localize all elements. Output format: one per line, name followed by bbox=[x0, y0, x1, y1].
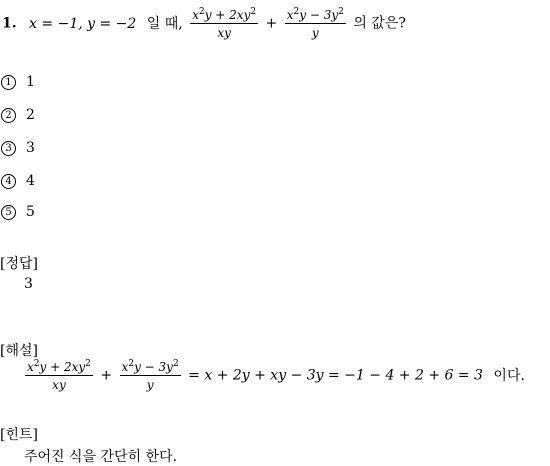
question-plus: + bbox=[265, 15, 278, 32]
choice-value: 2 bbox=[26, 107, 35, 123]
choice-marker: 4 bbox=[1, 174, 16, 189]
question-number: 1. bbox=[2, 15, 17, 32]
question-fraction-2: $\frac{x^2y - 3y^2}{y}$ bbox=[286, 7, 344, 40]
choice-4[interactable] bbox=[1, 173, 35, 189]
choice-marker: 5 bbox=[1, 205, 16, 220]
choice-value: 1 bbox=[26, 74, 35, 90]
question-condition: x = −1, y = −2 bbox=[29, 15, 137, 32]
answer-value: 3 bbox=[24, 276, 33, 292]
choice-marker: 2 bbox=[1, 108, 16, 123]
explanation-plus: + bbox=[100, 367, 113, 384]
choice-1[interactable] bbox=[1, 74, 35, 90]
question-fraction-1: $\frac{x^2y + 2xy^2}{xy}$ bbox=[192, 7, 257, 40]
explanation-fraction-1: $\frac{x^2y + 2xy^2}{xy}$ bbox=[27, 359, 91, 392]
choice-5[interactable] bbox=[1, 204, 35, 220]
choice-value: 4 bbox=[26, 173, 35, 189]
choice-value: 5 bbox=[26, 204, 35, 220]
choice-marker: 3 bbox=[1, 141, 16, 156]
answer-label: [정답] bbox=[0, 256, 38, 272]
hint-label: [힌트] bbox=[0, 427, 38, 443]
choice-value: 3 bbox=[26, 140, 35, 156]
explanation-fraction-2: $\frac{x^2y - 3y^2}{y}$ bbox=[121, 359, 179, 392]
explanation-rest: = x + 2y + xy − 3y = −1 − 4 + 2 + 6 = 3 bbox=[188, 367, 483, 384]
choice-3[interactable] bbox=[1, 140, 35, 156]
explanation-label: [해설] bbox=[0, 343, 38, 359]
explanation-line bbox=[22, 360, 525, 391]
question-line bbox=[2, 8, 406, 39]
choice-marker: 1 bbox=[1, 75, 16, 90]
explanation-suffix: 이다. bbox=[493, 367, 525, 384]
choice-2[interactable] bbox=[1, 107, 35, 123]
hint-text: 주어진 식을 간단히 한다. bbox=[24, 449, 178, 465]
question-condition-suffix: 일 때, bbox=[146, 15, 183, 32]
question-ask: 의 값은? bbox=[353, 15, 406, 32]
